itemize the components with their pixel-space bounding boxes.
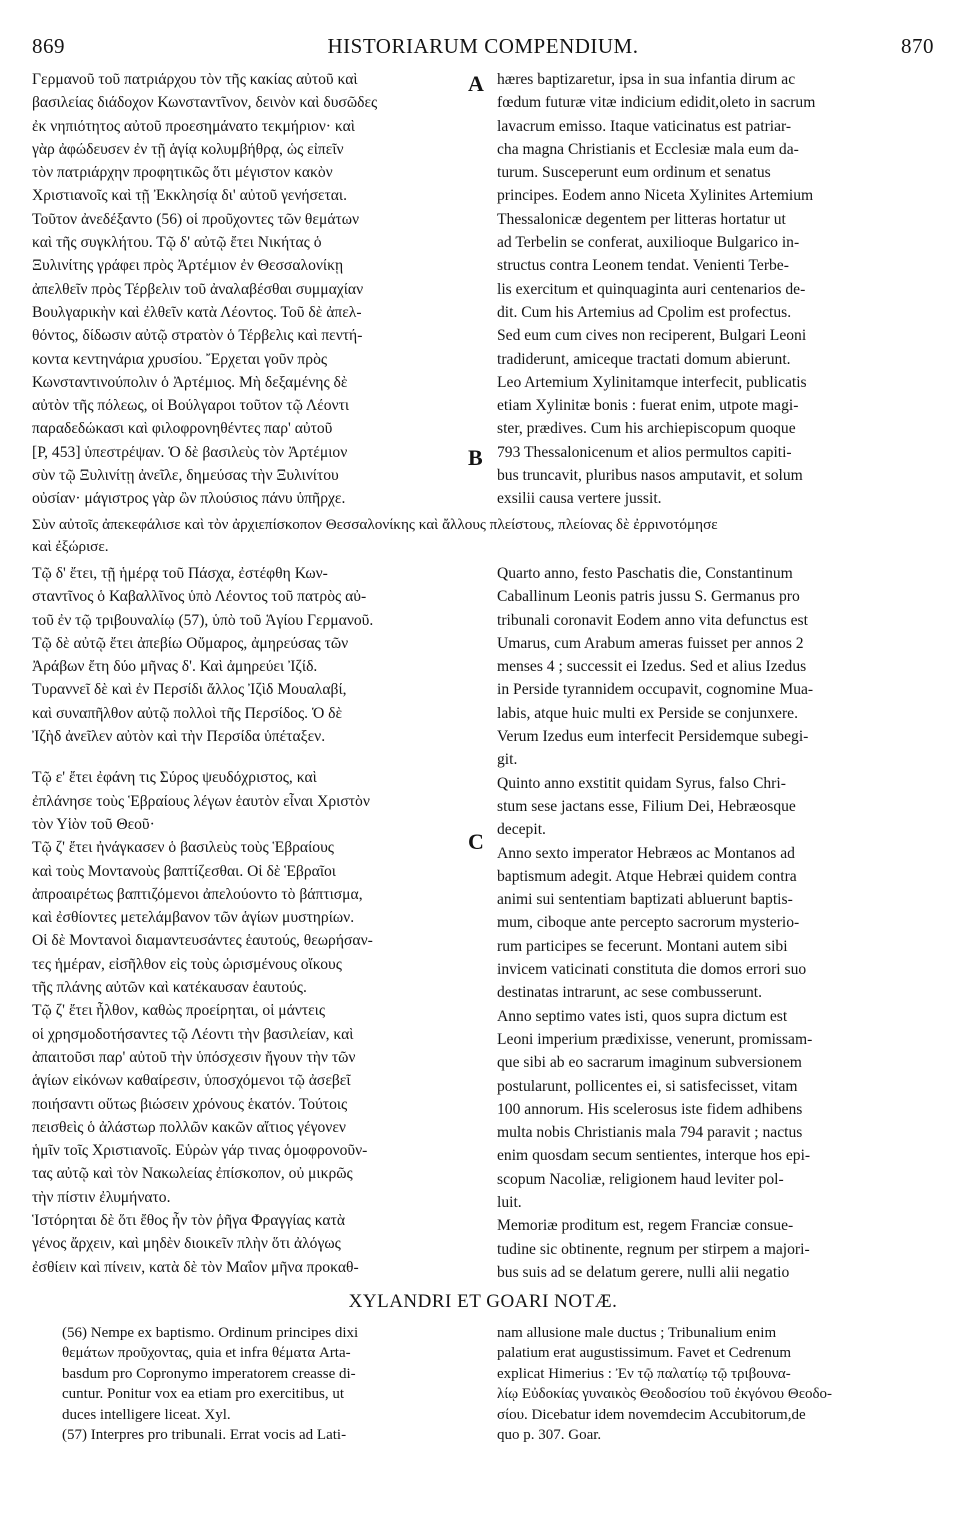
text-line: invicem vaticinati constituta die domos errori suo bbox=[497, 961, 807, 979]
text-line: Quinto anno exstitit quidam Syrus, falso Chri- bbox=[497, 774, 786, 792]
text-line: καὶ τοὺς Μοντανοὺς βαπτίζεσθαι. Οἱ δὲ Ἑβραῖοι bbox=[32, 862, 337, 880]
text-line: Τοῦτον ἀνεδέξαντο (56) οἱ προῦχοντες τῶν θεμάτων bbox=[32, 210, 360, 228]
text-line: λίῳ Εὐδοκίας γυναικὸς Θεοδοσίου τοῦ ἐκγόνου Θεοδο- bbox=[497, 1386, 833, 1403]
text-line: ἐπλάνησε τοὺς Ἑβραίους λέγων ἑαυτὸν εἶναι Χριστὸν bbox=[32, 792, 370, 810]
text-line: postularunt, pollicentes ei, si satisfecisset, vitam bbox=[497, 1077, 798, 1095]
text-line: que sibi ab eo sacrarum imaginum subversionem bbox=[497, 1054, 802, 1072]
text-line: Τῷ ζ' ἔτει ἠνάγκασεν ὁ βασιλεὺς τοὺς Ἑβραίους bbox=[32, 839, 334, 857]
text-line: σὺν τῷ Ξυλινίτῃ ἀνεῖλε, δημεύσας τὴν Ξυλινίτου bbox=[32, 467, 339, 485]
text-line: αὐτὸν τῆς πόλεως, οἱ Βούλγαροι τοῦτον τῷ Λέοντι bbox=[32, 397, 350, 415]
text-line: bus suis ad se delatum gerere, nulli alii negatio bbox=[497, 1263, 790, 1281]
text-line: menses 4 ; successit ei Izedus. Sed et alius Izedus bbox=[497, 658, 807, 676]
text-line: Ἱστόρηται δὲ ὅτι ἔθος ἦν τὸν ῥῆγα Φραγγίας κατὰ bbox=[32, 1212, 346, 1230]
text-line: bus truncavit, pluribus nasos amputavit, et solum bbox=[497, 467, 803, 485]
text-line: σταντῖνος ὁ Καβαλλῖνος ὑπὸ Λέοντος τοῦ πατρὸς αὐ- bbox=[32, 588, 367, 606]
text-line: ἀπροαιρέτως βαπτιζόμενοι ἀπελούοντο τὸ βάπτισμα, bbox=[32, 885, 363, 903]
greek-mid-lines bbox=[32, 562, 464, 1279]
text-line: (56) Nempe ex baptismo. Ordinum principes dixi bbox=[62, 1325, 359, 1341]
text-line: basdum pro Copronymo imperatorem creasse di- bbox=[62, 1365, 356, 1382]
text-line: καὶ συναπῆλθον αὐτῷ πολλοὶ τῆς Περσίδος. Ὁ δὲ bbox=[32, 704, 343, 722]
text-line: principes. Eodem anno Niceta Xylinites Artemium bbox=[497, 187, 814, 205]
text-line: Ἀράβων ἔτη δύο μῆνας δ'. Καὶ ἀμηρεύει Ἰζίδ. bbox=[32, 658, 318, 676]
text-line: Leo Artemium Xylinitamque interfecit, publicatis bbox=[497, 373, 807, 391]
text-line: luit. bbox=[497, 1194, 522, 1212]
notes-heading: XYLANDRI ET GOARI NOTÆ. bbox=[348, 1291, 618, 1312]
text-line: τὸν Υἱὸν τοῦ Θεοῦ· bbox=[32, 815, 155, 833]
text-line: Thessalonicæ degentem per litteras hortatur ut bbox=[497, 210, 786, 228]
notes-left-lines bbox=[62, 1323, 472, 1445]
text-line: tudine sic obtinente, regnum per stirpem a majori- bbox=[497, 1240, 810, 1258]
text-line: etiam Xylinitæ bonis : fuerat enim, utpote magi- bbox=[497, 397, 799, 415]
margin-marker-b: B bbox=[468, 445, 483, 470]
notes-column-right bbox=[497, 1323, 935, 1445]
text-line: 793 Thessalonicenum et alios permultos capiti- bbox=[497, 443, 792, 461]
text-line: τῆς πλάνης αὐτῶν καὶ κατέκαυσαν ἑαυτούς. bbox=[32, 979, 307, 997]
text-line: οὐσίαν· μάγιστρος γὰρ ὢν πλούσιος πάνυ ὑπῆρχε. bbox=[32, 490, 346, 508]
text-line: turum. Susceperunt eum ordinum et senatus bbox=[497, 164, 771, 182]
text-line: lis exercitum et quinquaginta auri centenarios de- bbox=[497, 280, 806, 298]
greek-full-width-passage bbox=[32, 514, 935, 558]
text-line: nam allusione male ductus ; Tribunalium enim bbox=[497, 1325, 777, 1341]
margin-marker-a: A bbox=[468, 71, 484, 96]
text-line: Quarto anno, festo Paschatis die, Constantinum bbox=[497, 565, 793, 582]
text-line: cha magna Christianis et Ecclesiæ mala eum da- bbox=[497, 140, 799, 158]
latin-mid-lines bbox=[497, 562, 935, 1284]
text-line: Χριστιανοῖς καὶ τῇ Ἐκκλησίᾳ δι' αὐτοῦ γενήσεται. bbox=[32, 187, 348, 205]
text-line: duces intelligere liceat. Xyl. bbox=[62, 1406, 231, 1423]
text-line: τὴν πίστιν ἐλυμήνατο. bbox=[32, 1188, 171, 1206]
text-line: ἐκ νηπιότητος αὐτοῦ προεσημάνατο τεκμήριον· καὶ bbox=[32, 117, 355, 135]
text-line bbox=[32, 748, 464, 766]
text-line: decepit. bbox=[497, 821, 546, 839]
text-line: mum, ciboque ante percepto sacrorum mysterio- bbox=[497, 914, 800, 932]
text-line: tribunali coronavit Eodem anno vita defunctus est bbox=[497, 611, 808, 629]
page-number-left: 869 bbox=[32, 34, 65, 58]
page-number-right: 870 bbox=[901, 34, 934, 58]
text-line: ster, prædives. Cum his archiepiscopum quoque bbox=[497, 420, 796, 438]
notes-column-left bbox=[62, 1323, 472, 1445]
text-line: [P, 453] ὑπεστρέψαν. Ὁ δὲ βασιλεὺς τὸν Ἀρτέμιον bbox=[32, 443, 348, 461]
text-line: Anno sexto imperator Hebræos ac Montanos ad bbox=[497, 844, 795, 862]
greek-top-lines bbox=[32, 68, 464, 511]
text-line: Ξυλινίτης γράφει πρὸς Ἀρτέμιον ἐν Θεσσαλονίκῃ bbox=[32, 257, 344, 275]
text-line: τας αὐτῷ καὶ τὸν Νακωλείας ἐπίσκοπον, οὐ μικρῶς bbox=[32, 1165, 353, 1183]
text-line: multa nobis Christianis mala 794 paravit ; nactus bbox=[497, 1124, 803, 1142]
text-line: ἀπαιτοῦσι παρ' αὐτοῦ τὴν ὑπόσχεσιν ἤγουν τὴν τῶν bbox=[32, 1048, 356, 1066]
text-line: animi sui sententiam baptizati abluerunt baptis- bbox=[497, 891, 793, 909]
text-line: enim quosdam secum sentientes, interque hos epi- bbox=[497, 1147, 811, 1165]
text-line: πεισθεὶς ὁ ἀλάστωρ πολλῶν κακῶν αἴτιος γέγονεν bbox=[32, 1118, 346, 1136]
text-line: dit. Cum his Artemius ad Cpolim est profectus. bbox=[497, 303, 792, 321]
text-line: τοῦ ἐν τῷ τριβουναλίῳ (57), ὑπὸ τοῦ Ἁγίου Γερμανοῦ. bbox=[32, 611, 374, 629]
text-line: ἡμῖν τοῖς Χριστιανοῖς. Εὑρὼν γάρ τινας ὁμοφρονοῦν- bbox=[32, 1142, 368, 1160]
text-line: explicat Himerius : Ἐν τῷ παλατίῳ τῷ τριβουνα- bbox=[497, 1365, 791, 1382]
text-line: βασιλείας διάδοχον Κωνσταντῖνον, δεινὸν καὶ δυσῶδες bbox=[32, 94, 378, 112]
greek-full-lines bbox=[32, 514, 935, 558]
text-line: Οἱ δὲ Μοντανοὶ διαμαντευσάντες ἑαυτούς, θεωρήσαν- bbox=[32, 932, 373, 950]
text-line: γὰρ ἀφώδευσεν ἐν τῇ ἁγίᾳ κολυμβήθρᾳ, ὡς εἰπεῖν bbox=[32, 140, 344, 158]
text-line: Βουλγαρικὴν καὶ ἐλθεῖν κατὰ Λέοντος. Τοῦ δὲ ἀπελ- bbox=[32, 303, 362, 321]
text-line: Memoriæ proditum est, regem Franciæ consue- bbox=[497, 1217, 794, 1235]
text-line: baptismum adegit. Atque Hebræi quidem contra bbox=[497, 867, 797, 885]
text-line: Κωνσταντινούπολιν ὁ Ἀρτέμιος. Μὴ δεξαμένης δὲ bbox=[32, 373, 348, 391]
running-title: HISTORIARUM COMPENDIUM. bbox=[327, 34, 639, 58]
text-line: Γερμανοῦ τοῦ πατριάρχου τὸν τῆς κακίας αὐτοῦ καὶ bbox=[32, 71, 358, 88]
text-line: structus contra Leonem tendat. Venienti Terbe- bbox=[497, 257, 789, 275]
text-line: hæres baptizaretur, ipsa in sua infantia dirum ac bbox=[497, 71, 796, 88]
text-line: Anno septimo vates isti, quos supra dictum est bbox=[497, 1007, 788, 1025]
text-line: κοντα κεντηνάρια χρυσίου. Ἔρχεται γοῦν πρὸς bbox=[32, 350, 328, 368]
latin-column-top bbox=[497, 68, 935, 511]
text-line: rum participes se fecerunt. Montani autem sibi bbox=[497, 937, 788, 955]
text-line: σίου. Dicebatur idem novemdecim Accubitorum,de bbox=[497, 1406, 806, 1423]
text-line: Leoni imperium prædixisse, venerunt, promissam- bbox=[497, 1030, 813, 1048]
text-line: ἁγίων εἰκόνων καθαίρεσιν, ὑποσχόμενοι τῷ ἀσεβεῖ bbox=[32, 1072, 351, 1090]
text-line: lavacrum emisso. Itaque vaticinatus est patriar- bbox=[497, 117, 792, 135]
greek-column-top bbox=[32, 68, 464, 511]
text-line: ἀπελθεῖν πρὸς Τέρβελιν τοῦ ἀναλαβέσθαι συμμαχίαν bbox=[32, 280, 364, 298]
text-line: Ἰζὴδ ἀνεῖλεν αὐτὸν καὶ τὴν Περσίδα ὑπέταξεν. bbox=[32, 728, 326, 746]
text-line: ποιήσαντι οὕτως βιώσειν χρόνους ἑκατόν. Τούτοις bbox=[32, 1095, 348, 1113]
text-line: cuntur. Ponitur vox ea etiam pro exercitibus, ut bbox=[62, 1386, 345, 1403]
text-line: θεμάτων προῦχοντας, quia et infra θέματα Arta- bbox=[62, 1345, 351, 1362]
latin-top-lines bbox=[497, 68, 935, 511]
text-line: καὶ ἐσθίοντες μετελάμβανον τῶν ἁγίων μυστηρίων. bbox=[32, 909, 355, 927]
text-line: Τυραννεῖ δὲ καὶ ἐν Περσίδι ἄλλος Ἰζὶδ Μουαλαβί, bbox=[32, 681, 347, 699]
text-line: ad Terbelin se conferat, auxilioque Bulgarico in- bbox=[497, 234, 800, 252]
text-line: tradiderunt, amiceque tractati domum abierunt. bbox=[497, 350, 791, 368]
text-line: τὸν πατριάρχην προφητικῶς ὅτι μέγιστον κακὸν bbox=[32, 164, 333, 182]
text-line: τες ἡμέραν, εἰσῆλθον εἰς τοὺς ὡρισμένους οἴκους bbox=[32, 955, 342, 973]
text-line: 100 annorum. His scelerosus iste fidem adhibens bbox=[497, 1100, 803, 1118]
text-line: γένος ἄρχειν, καὶ μηδὲν διοικεῖν πλὴν ὅτι ἀλόγως bbox=[32, 1235, 341, 1253]
greek-column-middle bbox=[32, 562, 464, 1279]
text-line: labis, atque huic multi ex Perside se conjunxere. bbox=[497, 704, 798, 722]
text-line: Umarus, cum Arabum ameras fuisset per annos 2 bbox=[497, 634, 804, 652]
text-line: καὶ τῆς συγκλήτου. Τῷ δ' αὐτῷ ἔτει Νικήτας ὁ bbox=[32, 234, 322, 252]
notes-right-lines bbox=[497, 1323, 935, 1445]
text-line: Σὺν αὐτοῖς ἀπεκεφάλισε καὶ τὸν ἀρχιεπίσκοπον Θεσσαλονίκης καὶ ἄλλους πλείστους, πλείονας δὲ ἐρρινοτόμησε bbox=[32, 516, 718, 533]
text-line: scopum Nacoliæ, religionem haud leviter pol- bbox=[497, 1170, 784, 1188]
text-line: quo p. 307. Goar. bbox=[497, 1427, 602, 1444]
text-line: fœdum futuræ vitæ indicium edidit,oleto in sacrum bbox=[497, 94, 816, 112]
text-line: stum sese jactans esse, Filium Dei, Hebræosque bbox=[497, 797, 796, 815]
text-line: Caballinum Leonis patris jussu S. Germanus pro bbox=[497, 588, 800, 606]
text-line: παραδεδώκασι καὶ φιλοφρονηθέντες παρ' αὐτοῦ bbox=[32, 420, 333, 438]
text-line: Τῷ δὲ αὐτῷ ἔτει ἀπεβίω Οὔμαρος, ἀμηρεύσας τῶν bbox=[32, 634, 349, 652]
text-line: Τῷ ζ' ἔτει ἦλθον, καθὼς προείρηται, οἱ μάντεις bbox=[32, 1002, 326, 1020]
text-line: palatium erat augustissimum. Favet et Cedrenum bbox=[497, 1345, 792, 1362]
text-line: Τῷ δ' ἔτει, τῇ ἡμέρᾳ τοῦ Πάσχα, ἐστέφθη Κων- bbox=[32, 565, 328, 582]
text-line: καὶ ἐξώρισε. bbox=[32, 538, 109, 555]
text-line: (57) Interpres pro tribunali. Errat vocis ad Lati- bbox=[62, 1427, 347, 1444]
running-header bbox=[32, 34, 934, 64]
text-line: Verum Izedus eum interfecit Persidemque subegi- bbox=[497, 728, 809, 746]
latin-column-middle bbox=[497, 562, 935, 1284]
margin-marker-c: C bbox=[468, 829, 484, 854]
text-line: θόντος, δίδωσιν αὐτῷ στρατὸν ὁ Τέρβελις καὶ πεντή- bbox=[32, 327, 363, 345]
text-line: in Perside tyrannidem occupavit, cognomine Mua- bbox=[497, 681, 814, 699]
text-line: ἐσθίειν καὶ πίνειν, κατὰ δὲ τὸν Μαΐον μῆνα προκαθ- bbox=[32, 1258, 359, 1276]
text-line: Τῷ ε' ἔτει ἐφάνη τις Σύρος ψευδόχριστος, καὶ bbox=[32, 769, 317, 787]
text-line: οἱ χρησμοδοτήσαντες τῷ Λέοντι τὴν βασιλείαν, καὶ bbox=[32, 1025, 354, 1043]
text-line: git. bbox=[497, 751, 518, 769]
text-line: exsilii causa vertere jussit. bbox=[497, 490, 662, 508]
text-line: destinatas intrarunt, ac sese combusserunt. bbox=[497, 984, 763, 1002]
text-line: Sed eum cum cives non reciperent, Bulgari Leoni bbox=[497, 327, 807, 345]
